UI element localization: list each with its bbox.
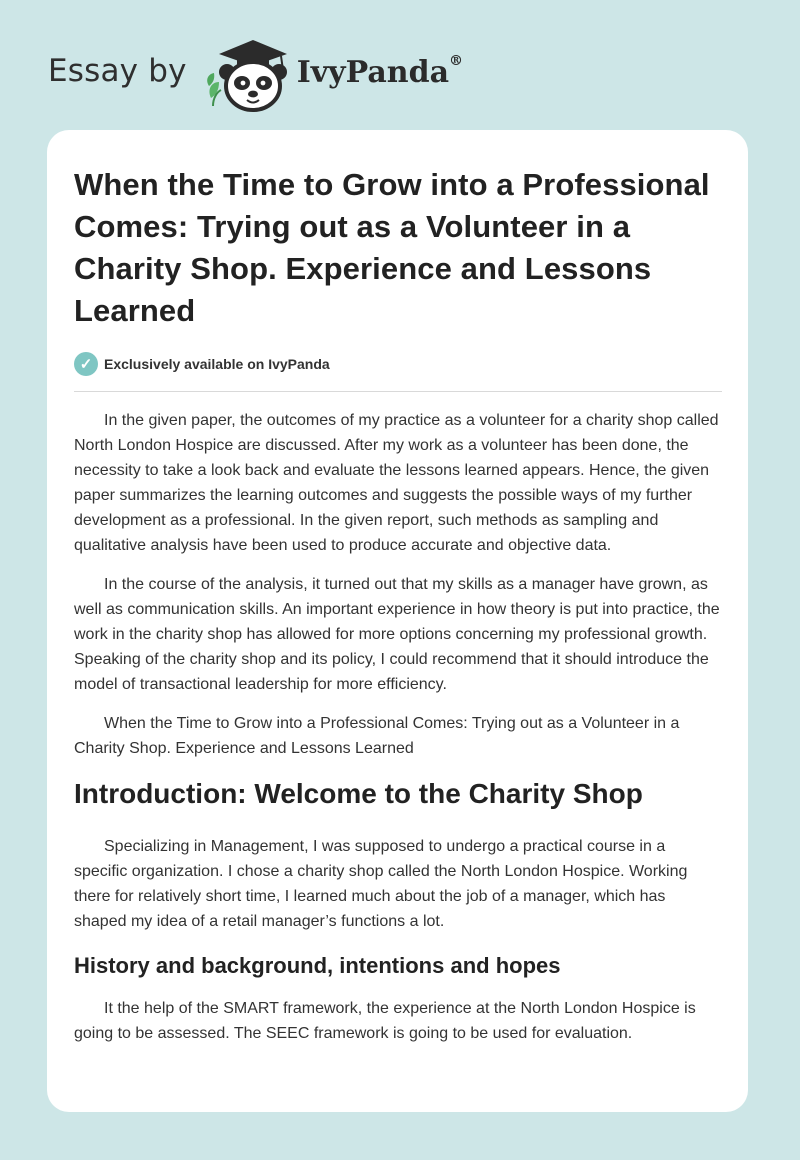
- registered-mark: ®: [449, 52, 464, 69]
- paragraph: It the help of the SMART framework, the experience at the North London Hospice is going to be assessed. The SEEC framework is going to be used for evaluation.: [74, 1000, 696, 1042]
- check-circle-icon: ✓: [74, 352, 98, 376]
- site-header: [48, 36, 463, 112]
- brand-name[interactable]: [296, 52, 464, 90]
- paragraph: Specializing in Management, I was supposed to undergo a practical course in a specific organization. I chose a charity shop called the North London Hospice. Working there for relatively short time, I learned much about the job of a manager, which has shaped my idea of a retail manager’s functions a lot.: [74, 838, 688, 930]
- divider: [74, 391, 722, 392]
- paragraph: In the course of the analysis, it turned out that my skills as a manager have grown, as well as communication skills. An important experience in how theory is put into practice, the work in the charity shop has allowed for more options concerning my professional growth. Speaking of the charity shop and its policy, I could recommend that it should introduce the model of transactional leadership for more efficiency.: [74, 576, 720, 693]
- section-heading-introduction: Introduction: Welcome to the Charity Shop: [74, 778, 643, 809]
- ivypanda-logo-icon[interactable]: [201, 36, 293, 112]
- exclusive-badge: [74, 350, 722, 378]
- paragraph: When the Time to Grow into a Professional Comes: Trying out as a Volunteer in a Charity Shop. Experience and Lessons Learned: [74, 715, 680, 757]
- exclusive-label: Exclusively available on IvyPanda: [104, 356, 330, 372]
- paragraph: In the given paper, the outcomes of my practice as a volunteer for a charity shop called North London Hospice are discussed. After my work as a volunteer has been done, the necessity to take a look back and evaluate the lessons learned appears. Hence, the given paper summarizes the learning outcomes and suggests the possible ways of my further development as a professional. In the given report, such methods as sampling and qualitative analysis have been used to produce accurate and objective data.: [74, 412, 719, 554]
- article-title: When the Time to Grow into a Professional Comes: Trying out as a Volunteer in a Charity Shop. Experience and Lessons Learned: [74, 167, 710, 328]
- section-heading-history: History and background, intentions and hopes: [74, 953, 561, 978]
- brand-label: IvyPanda: [296, 54, 450, 90]
- essay-by-label: Essay by: [48, 53, 187, 89]
- article-card: [47, 130, 748, 1112]
